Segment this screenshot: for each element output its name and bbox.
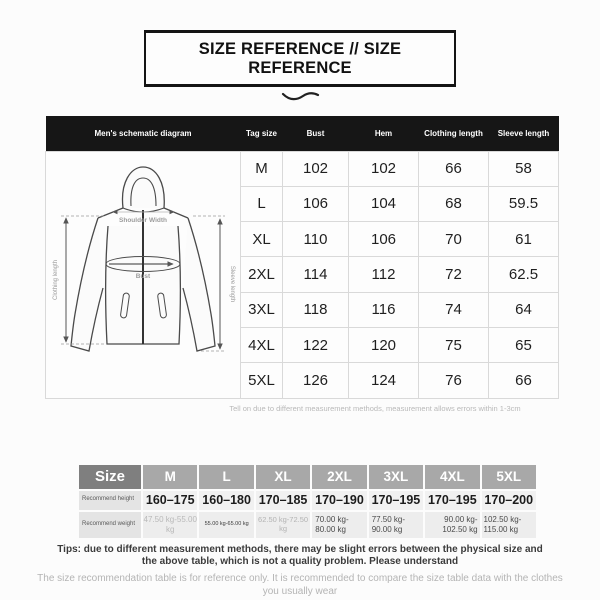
size-cell-hem: 124 [349, 363, 419, 398]
size-cell-tag: XL [241, 222, 283, 257]
rec-header-4xl: 4XL [425, 465, 479, 489]
size-cell-clothing: 72 [419, 257, 489, 292]
size-cell-bust: 110 [283, 222, 349, 257]
size-cell-sleeve: 58 [489, 151, 559, 186]
weight-cell: 77.50 kg-90.00 kg [369, 512, 423, 538]
size-cell-hem: 112 [349, 257, 419, 292]
jacket-diagram [47, 152, 240, 394]
rec-header-l: L [199, 465, 253, 489]
size-cell-bust: 106 [283, 186, 349, 221]
clothing-length-label: Clothing length [52, 259, 59, 300]
size-cell-clothing: 70 [419, 222, 489, 257]
rec-header-m: M [143, 465, 197, 489]
size-table [45, 116, 559, 399]
recommend-weight-row [79, 512, 536, 538]
size-cell-tag: L [241, 186, 283, 221]
tips-text: Tips: due to different measurement methods, there may be slight errors between the physical size and the above table, which is not a quality problem. Please understand [57, 543, 543, 567]
height-cell: 160–180 [199, 491, 253, 510]
col-header-tag-size: Tag size [241, 116, 283, 151]
size-cell-hem: 106 [349, 222, 419, 257]
height-cell: 170–200 [482, 491, 536, 510]
sleeve-length-label: Sleeve length [228, 265, 235, 302]
size-cell-sleeve: 62.5 [489, 257, 559, 292]
height-cell: 170–195 [369, 491, 423, 510]
tilde-divider-icon [278, 89, 322, 103]
weight-cell: 62.50 kg-72.50 kg [256, 512, 310, 538]
size-cell-sleeve: 61 [489, 222, 559, 257]
size-cell-tag: 2XL [241, 257, 283, 292]
height-cell: 170–195 [425, 491, 479, 510]
bust-label: Bust [135, 272, 150, 280]
rec-header-2xl: 2XL [312, 465, 366, 489]
recommend-table-header [79, 465, 536, 489]
size-cell-sleeve: 64 [489, 292, 559, 327]
size-cell-bust: 114 [283, 257, 349, 292]
size-cell-tag: 4XL [241, 327, 283, 362]
size-cell-sleeve: 65 [489, 327, 559, 362]
height-cell: 170–190 [312, 491, 366, 510]
size-cell-hem: 116 [349, 292, 419, 327]
weight-cell: 90.00 kg-102.50 kg [425, 512, 479, 538]
reference-text: The size recommendation table is for reference only. It is recommended to compare the size table data with the clothes you usually wear [37, 572, 563, 597]
size-cell-bust: 122 [283, 327, 349, 362]
recommend-table [77, 463, 538, 540]
col-header-bust: Bust [283, 116, 349, 151]
measurement-note: Tell on due to different measurement methods, measurement allows errors within 1-3cm [229, 403, 521, 413]
shoulder-width-label: Shoulder Width [118, 216, 167, 224]
size-cell-sleeve: 59.5 [489, 186, 559, 221]
col-header-diagram: Men's schematic diagram [46, 116, 241, 151]
size-cell-hem: 102 [349, 151, 419, 186]
weight-cell: 102.50 kg-115.00 kg [482, 512, 536, 538]
col-header-sleeve-length: Sleeve length [489, 116, 559, 151]
row-label-weight: Recommend weight [79, 512, 141, 538]
weight-cell: 47.50 kg-55.00 kg [143, 512, 197, 538]
rec-header-3xl: 3XL [369, 465, 423, 489]
size-cell-bust: 102 [283, 151, 349, 186]
size-cell-bust: 126 [283, 363, 349, 398]
size-cell-clothing: 74 [419, 292, 489, 327]
row-label-height: Recommend height [79, 491, 141, 510]
weight-cell: 55.00 kg-65.00 kg [199, 512, 253, 538]
col-header-clothing-length: Clothing length [419, 116, 489, 151]
rec-header-xl: XL [256, 465, 310, 489]
col-header-hem: Hem [349, 116, 419, 151]
title-banner [144, 30, 456, 87]
size-cell-hem: 104 [349, 186, 419, 221]
size-cell-tag: 5XL [241, 363, 283, 398]
size-cell-hem: 120 [349, 327, 419, 362]
size-cell-clothing: 76 [419, 363, 489, 398]
size-cell-clothing: 66 [419, 151, 489, 186]
size-cell-clothing: 75 [419, 327, 489, 362]
height-cell: 170–185 [256, 491, 310, 510]
size-cell-tag: 3XL [241, 292, 283, 327]
table-row [46, 151, 559, 186]
height-cell: 160–175 [143, 491, 197, 510]
recommend-height-row [79, 491, 536, 510]
size-cell-clothing: 68 [419, 186, 489, 221]
size-cell-tag: M [241, 151, 283, 186]
size-table-header [46, 116, 559, 151]
rec-header-size: Size [79, 465, 141, 489]
rec-header-5xl: 5XL [482, 465, 536, 489]
size-cell-sleeve: 66 [489, 363, 559, 398]
weight-cell: 70.00 kg-80.00 kg [312, 512, 366, 538]
page-title: SIZE REFERENCE // SIZE REFERENCE [198, 40, 402, 77]
jacket-diagram-cell [46, 151, 241, 398]
size-cell-bust: 118 [283, 292, 349, 327]
